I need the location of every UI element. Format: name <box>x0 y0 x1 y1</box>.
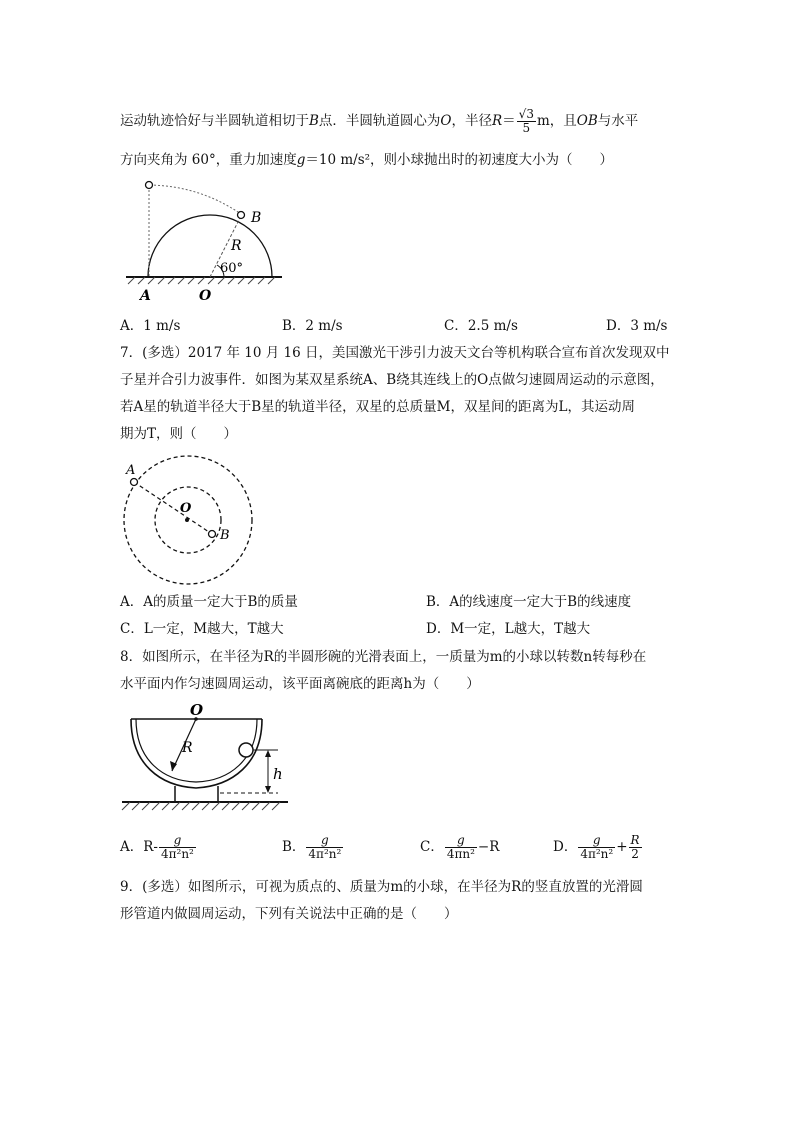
q7-option-a[interactable]: A．A的质量一定大于B的质量 <box>120 594 298 610</box>
label-r: R <box>231 238 242 254</box>
q6-stem-line2: 方向夹角为 60°，重力加速度g＝10 m/s²，则小球抛出时的初速度大小为（ ） <box>120 152 614 168</box>
q9-stem-line2: 形管道内做圆周运动，下列有关说法中正确的是（ ） <box>120 906 458 922</box>
q6-option-c[interactable]: C．2.5 m/s <box>444 318 518 334</box>
q8-option-b[interactable]: B． $\frac{g}{\text{4π²n²}}$ <box>282 833 342 861</box>
label-b: B <box>251 210 262 226</box>
q7-option-c[interactable]: C．L一定，M越大，T越大 <box>120 621 284 637</box>
label-o: O <box>180 501 192 516</box>
q8-option-c[interactable]: C． $\frac{g}{\text{4πn²}}$ −R <box>420 833 500 861</box>
label-o: O <box>199 288 212 304</box>
radius-fraction: $\frac{√3}{5}$ <box>518 107 534 135</box>
q6-option-d[interactable]: D．3 m/s <box>606 318 668 334</box>
q8-option-d[interactable]: D． $\frac{g}{\text{4π²n²}}$ + $\frac{R}{2}$ <box>553 833 640 861</box>
label-r: R <box>182 740 193 756</box>
label-a: A <box>140 288 151 304</box>
q7-stem-line3: 若A星的轨道半径大于B星的轨道半径，双星的总质量M，双星间的距离为L，其运动周 <box>120 399 635 415</box>
q6-stem-line1: 运动轨迹恰好与半圆轨道相切于B点．半圆轨道圆心为O，半径R＝ $\frac{√3}{5}$ m，且OB与水平 <box>120 107 639 135</box>
label-o: O <box>190 701 204 719</box>
label-angle: 60° <box>220 261 244 276</box>
q9-stem-line1: 9．(多选）如图所示，可视为质点的、质量为m的小球，在半径为R的竖直放置的光滑圆 <box>120 879 643 895</box>
q8-stem-line1: 8．如图所示，在半径为R的半圆形碗的光滑表面上，一质量为m的小球以转数n转每秒在 <box>120 649 647 665</box>
label-a: A <box>126 463 136 478</box>
q7-stem-line1: 7．(多选）2017 年 10 月 16 日，美国激光干涉引力波天文台等机构联合宣布首次发现双中 <box>120 345 670 361</box>
q8-option-a[interactable]: A．R- $\frac{g}{\text{4π²n²}}$ <box>120 833 194 861</box>
q8-stem-line2: 水平面内作匀速圆周运动，该平面离碗底的距离h为（ ） <box>120 676 480 692</box>
q7-stem-line4: 期为T，则（ ） <box>120 426 238 442</box>
ball-marker <box>239 743 253 757</box>
label-h: h <box>273 765 283 783</box>
q6-option-b[interactable]: B．2 m/s <box>282 318 343 334</box>
q7-stem-line2: 子星并合引力波事件．如图为某双星系统A、B绕其连线上的O点做匀速圆周运动的示意图， <box>120 372 664 388</box>
q7-option-b[interactable]: B．A的线速度一定大于B的线速度 <box>426 594 632 610</box>
q6-option-a[interactable]: A．1 m/s <box>120 318 181 334</box>
label-b: B <box>220 528 230 543</box>
q7-option-d[interactable]: D．M一定，L越大，T越大 <box>426 621 591 637</box>
